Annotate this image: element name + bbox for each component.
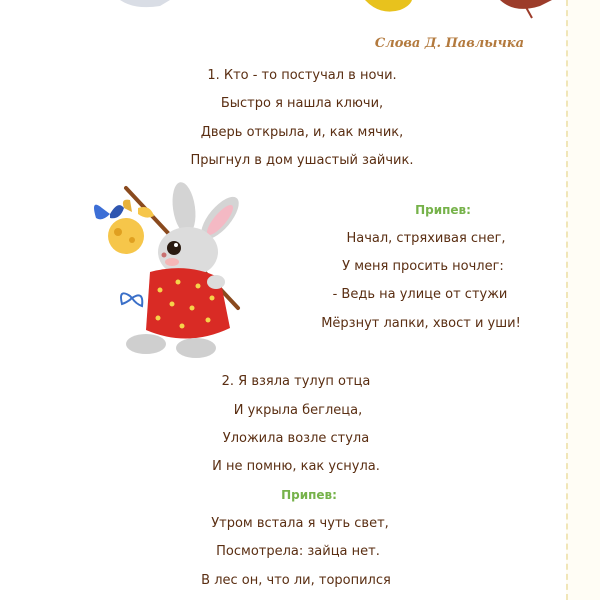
top-decoration [0, 0, 600, 24]
chorus1-line-4: Мёрзнут лапки, хвост и уши! [321, 316, 521, 331]
page-edge-border [566, 0, 600, 600]
chorus2-line-3: В лес он, что ли, торопился [201, 573, 391, 588]
verse2-line-4: И не помню, как уснула. [212, 459, 380, 474]
chorus1-label: Припев: [415, 203, 471, 217]
author-credit: Слова Д. Павлычка [374, 36, 524, 51]
bunny-illustration [88, 178, 248, 368]
chorus2-label: Припев: [281, 488, 337, 502]
verse2-line-1: 2. Я взяла тулуп отца [221, 374, 371, 389]
verse2-line-2: И укрыла беглеца, [233, 403, 363, 418]
verse1-line-2: Быстро я нашла ключи, [220, 96, 384, 111]
chorus1-line-1: Начал, стряхивая снег, [346, 231, 506, 246]
verse1-line-1: 1. Кто - то постучал в ночи. [207, 68, 397, 83]
chorus2-line-2: Посмотрела: зайца нет. [216, 544, 380, 559]
verse1-line-4: Прыгнул в дом ушастый зайчик. [190, 153, 414, 168]
verse1-line-3: Дверь открыла, и, как мячик, [200, 125, 404, 140]
chorus1-line-3: - Ведь на улице от стужи [332, 287, 508, 302]
chorus2-line-1: Утром встала я чуть свет, [211, 516, 389, 531]
chorus1-line-2: У меня просить ночлег: [342, 259, 504, 274]
verse2-line-3: Уложила возле стула [222, 431, 370, 446]
